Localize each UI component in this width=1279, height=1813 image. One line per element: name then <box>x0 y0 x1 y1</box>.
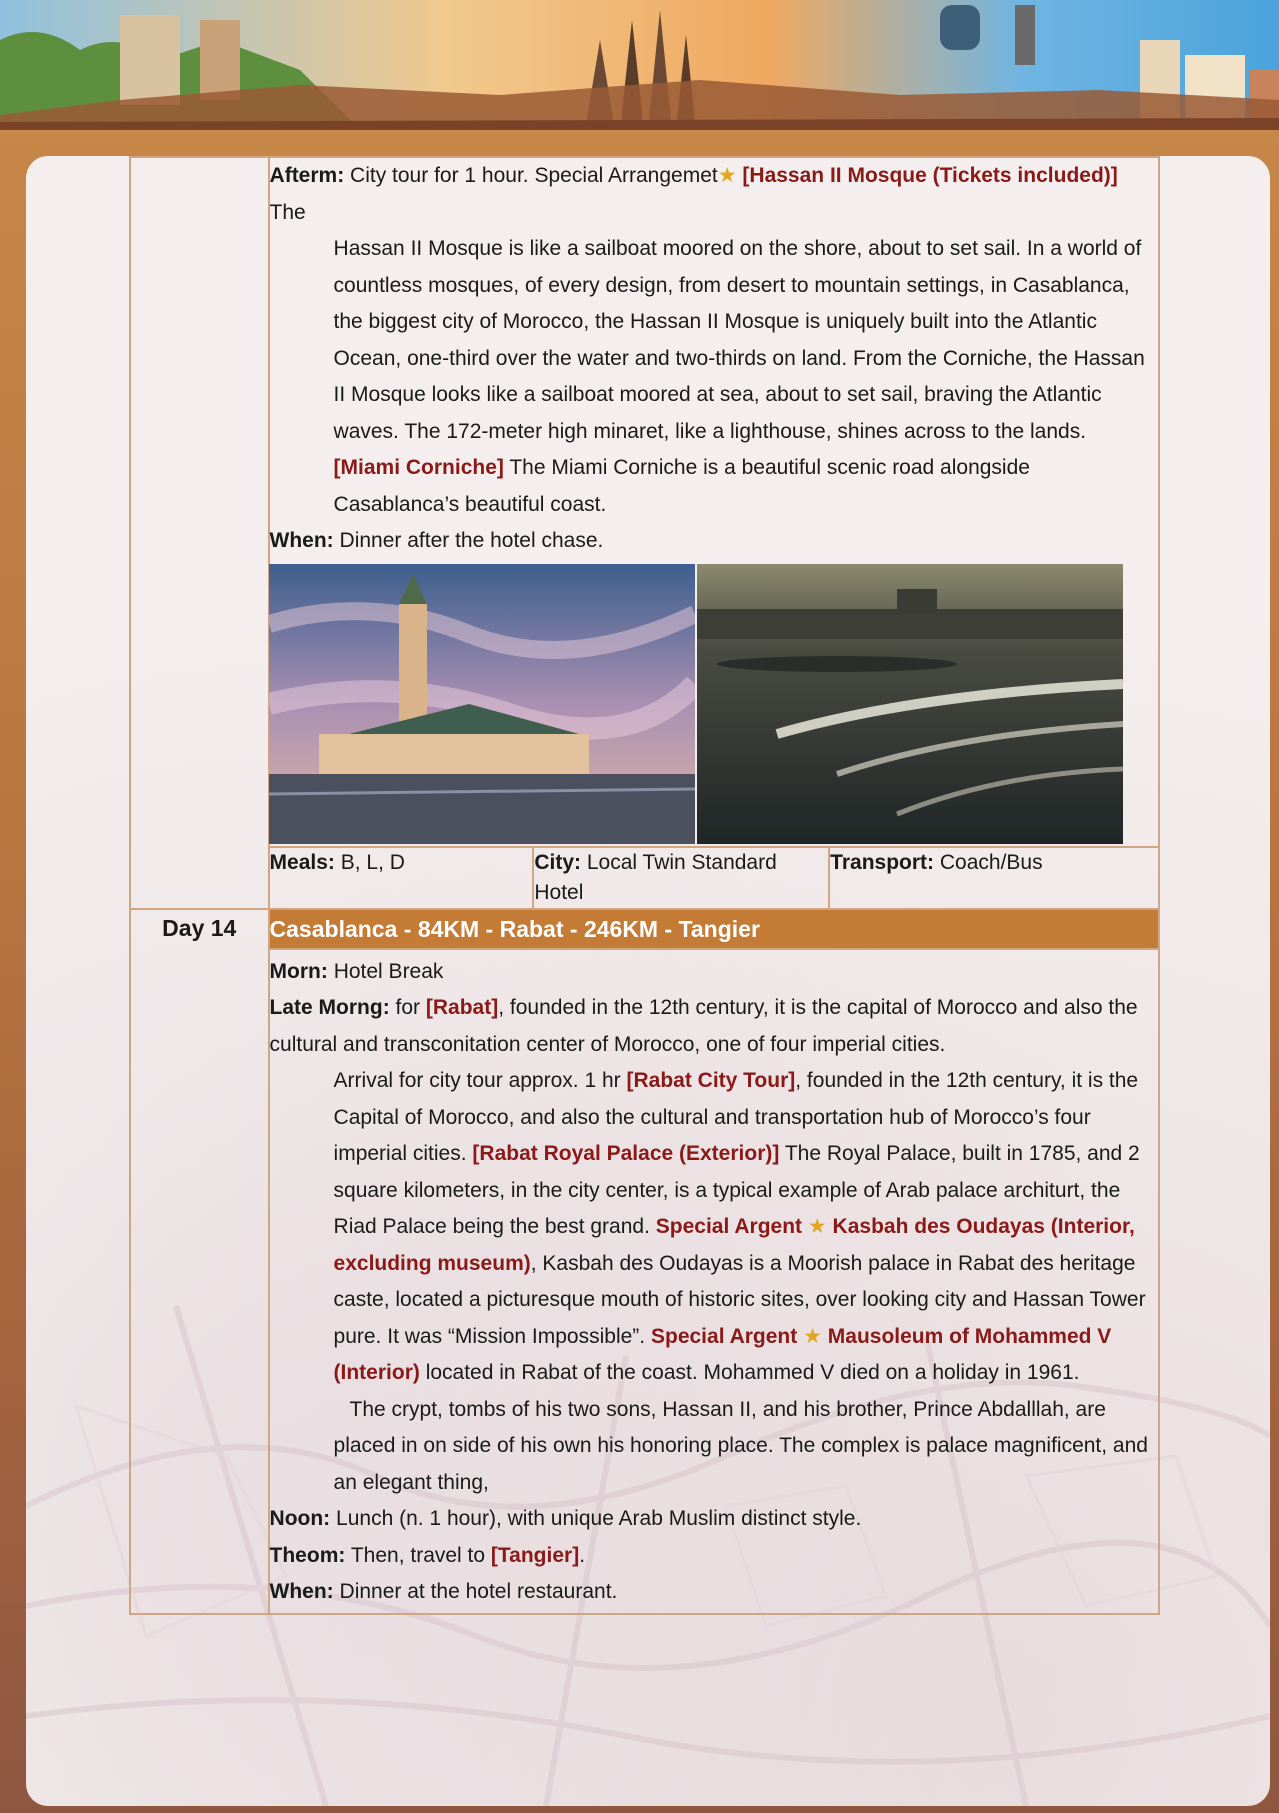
transport-label: Transport: <box>830 850 935 874</box>
evening-paragraph <box>270 523 1158 560</box>
theom-label: Theom: <box>269 1543 346 1567</box>
day13-afternoon-row <box>130 157 1159 847</box>
star-icon: ★ <box>807 1215 827 1238</box>
late-morning-label: Late Morng: <box>269 996 390 1019</box>
meals-cell <box>269 847 534 909</box>
when-text-day14: Dinner at the hotel restaurant. <box>339 1580 618 1603</box>
hassan-description-paragraph <box>270 231 1158 523</box>
day14-content-row <box>130 949 1159 1614</box>
day13-day-cell <box>130 157 269 909</box>
day14-route-title: Casablanca - 84KM - Rabat - 246KM - Tangier <box>269 909 1159 949</box>
miami-corniche-description: The Miami Corniche is a beautiful scenic road alongside Casablanca’s beautiful coast. <box>333 456 1030 516</box>
rabat-details-paragraph <box>270 1063 1158 1392</box>
city-label: City: <box>534 850 582 874</box>
photo-strip <box>269 564 1158 844</box>
star-icon: ★ <box>717 164 737 187</box>
noon-paragraph <box>270 1501 1158 1538</box>
meals-label: Meals: <box>269 850 335 874</box>
transport-cell <box>829 847 1159 909</box>
morn-text: Hotel Break <box>333 959 444 983</box>
afternoon-paragraph <box>270 158 1158 231</box>
rabat-city-tour-title: [Rabat City Tour] <box>626 1069 796 1092</box>
late-morning-pre: for <box>395 996 421 1019</box>
royal-palace-title: [Rabat Royal Palace (Exterior)] <box>472 1142 780 1165</box>
itinerary-table <box>129 156 1160 1615</box>
crypt-text: The crypt, tombs of his two sons, Hassan II, and his brother, Prince Abdalllah, are placed in on side of his own his honoring place. The complex is palace magnificent, and an elegant thing, <box>333 1397 1148 1494</box>
city-value: Local Twin Standard Hotel <box>534 850 777 904</box>
day13-meta-row <box>130 847 1159 909</box>
day14-route-row <box>130 909 1159 949</box>
morning-paragraph <box>270 954 1158 991</box>
crypt-paragraph <box>270 1392 1158 1502</box>
city-panorama-illustration <box>0 0 1279 130</box>
arrival-description: , founded in the 12th century, it is the Capital of Morocco, and also the cultural and transportation hub of Morocco’s four imperial cities. <box>333 1069 1139 1165</box>
afternoon-intro: City tour for 1 hour. Special Arrangemet <box>350 164 718 187</box>
day14-day-cell: Day 14 <box>130 909 269 1614</box>
late-morning-paragraph <box>270 990 1158 1063</box>
special-argent-label-2: Special Argent <box>650 1324 798 1348</box>
royal-palace-description: The Royal Palace, built in 1785, and 2 square kilometers, in the city center, is a typical example of Arab palace architurt, the Riad Palace being the best grand. <box>333 1142 1140 1238</box>
morn-label: Morn: <box>269 959 328 983</box>
special-argent-label: Special Argent <box>655 1215 803 1238</box>
rabat-title: [Rabat] <box>425 996 499 1019</box>
city-cell <box>533 847 829 909</box>
theom-post: . <box>579 1543 586 1567</box>
afternoon-travel-paragraph <box>270 1538 1158 1575</box>
hassan-mosque-title: [Hassan II Mosque (Tickets included)] <box>742 164 1118 187</box>
kasbah-title: Kasbah des Oudayas (Interior, excluding museum) <box>333 1215 1135 1275</box>
when-label: When: <box>269 529 334 552</box>
mausoleum-title: Mausoleum of Mohammed V (Interior) <box>333 1324 1112 1384</box>
mausoleum-description: located in Rabat of the coast. Mohammed V died on a holiday in 1961. <box>425 1361 1080 1384</box>
when-label-day14: When: <box>269 1580 334 1603</box>
day13-content <box>269 157 1159 847</box>
afternoon-label: Afterm: <box>269 164 345 187</box>
kasbah-description: , Kasbah des Oudayas is a Moorish palace in Rabat des heritage caste, located a picturesque mouth of historic sites, over looking city and Hassan Tower pure. It was “Mission Impossible”. <box>333 1251 1146 1348</box>
hassan-mosque-photo <box>269 564 695 844</box>
meals-value: B, L, D <box>340 850 405 874</box>
day14-content <box>269 949 1159 1614</box>
hassan-description: Hassan II Mosque is like a sailboat moored on the shore, about to set sail. In a world of countless mosques, of every design, from desert to mountain settings, in Casablanca, the biggest city of Morocco, the Hassan II Mosque is uniquely built into the Atlantic Ocean, one-third over the water and two-thirds on land. From the Corniche, the Hassan II Mosque looks like a sailboat moored at sea, about to set sail, braving the Atlantic waves. The 172-meter high minaret, like a lighthouse, shines across to the lands. <box>333 237 1145 443</box>
star-icon: ★ <box>803 1324 822 1348</box>
transport-value: Coach/Bus <box>939 850 1043 874</box>
miami-corniche-photo <box>697 564 1123 844</box>
hassan-tail: The <box>269 200 306 224</box>
noon-label: Noon: <box>269 1507 331 1530</box>
noon-text: Lunch (n. 1 hour), with unique Arab Muslim distinct style. <box>336 1507 862 1530</box>
tangier-title: [Tangier] <box>490 1543 580 1567</box>
evening-paragraph-day14 <box>270 1574 1158 1611</box>
when-text: Dinner after the hotel chase. <box>339 529 604 552</box>
header-banner <box>0 0 1279 130</box>
late-morning-description: , founded in the 12th century, it is the capital of Morocco and also the cultural and transconitation center of Morocco, one of four imperial cities. <box>269 996 1138 1056</box>
miami-corniche-title: [Miami Corniche] <box>333 456 504 479</box>
theom-pre: Then, travel to <box>350 1543 486 1567</box>
arrival-pre: Arrival for city tour approx. 1 hr <box>333 1069 621 1092</box>
